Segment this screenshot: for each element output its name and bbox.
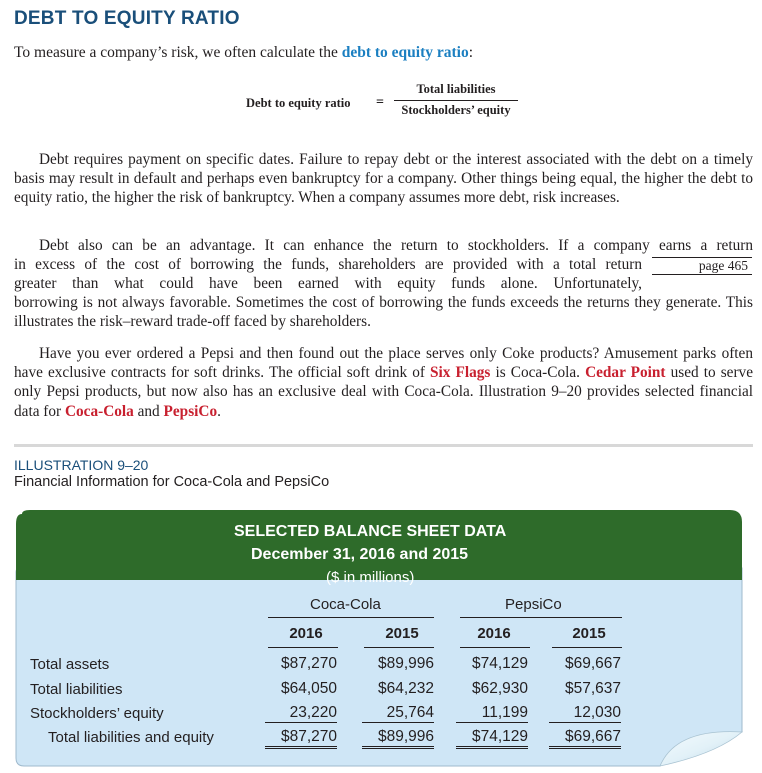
illustration-title: Financial Information for Coca-Cola and PepsiCo xyxy=(14,474,330,490)
formula-lhs: Debt to equity ratio xyxy=(246,96,351,110)
table-cell: $89,996 xyxy=(362,728,434,749)
table-heading-1: SELECTED BALANCE SHEET DATA xyxy=(234,523,507,540)
company-underline-coca-cola xyxy=(268,617,434,618)
intro-prefix: To measure a company’s risk, we often calculate the xyxy=(14,44,342,61)
formula-equals: = xyxy=(376,95,384,110)
row-label-total-liabilities-and-equity: Total liabilities and equity xyxy=(48,729,214,746)
table-cell: 12,030 xyxy=(549,704,621,723)
table-cell: $64,232 xyxy=(377,680,434,697)
formula-denominator: Stockholders’ equity xyxy=(401,103,511,117)
table-cell: $62,930 xyxy=(471,680,528,697)
p3-text-5: . xyxy=(217,402,221,420)
illustration-label: ILLUSTRATION 9–20 xyxy=(14,457,149,473)
paragraph-debt-requires-payment: Debt requires payment on specific dates. Failure to repay debt or the interest associated with the debt on a timely basis may result in default and perhaps even bankruptcy for a company. Other things being equal, the higher the debt to equity ratio, the higher the risk of bankruptcy. When a company assumes more debt, risk increases. xyxy=(14,151,753,207)
paragraph2-rest: borrowing is not always favorable. Sometimes the cost of borrowing the funds exceeds the returns they generate. This illustrates the risk–reward trade-off faced by shareholders. xyxy=(14,294,753,331)
table-cell: $89,996 xyxy=(377,655,434,672)
year-underline xyxy=(460,647,530,648)
year-header: 2015 xyxy=(572,625,606,642)
table-cell: 11,199 xyxy=(456,704,528,723)
p3-text-2: is Coca-Cola. xyxy=(490,364,586,382)
table-cell: $74,129 xyxy=(456,728,528,749)
section-divider xyxy=(14,444,753,447)
year-header: 2016 xyxy=(477,625,511,642)
intro-sentence xyxy=(14,44,473,62)
table-cell: $69,667 xyxy=(564,655,621,672)
table-heading-3: ($ in millions) xyxy=(326,569,415,586)
paragraph2-line3: greater than what could have been earned with equity funds alone. Unfortunately, xyxy=(14,275,642,292)
year-underline xyxy=(268,647,338,648)
intro-suffix: : xyxy=(468,44,474,61)
row-label-stockholders-equity: Stockholders’ equity xyxy=(30,705,164,722)
table-cell: $87,270 xyxy=(280,655,337,672)
paragraph2-line1: Debt also can be an advantage. It can enhance the return to stockholders. If a company earns a return xyxy=(39,237,753,254)
year-header: 2015 xyxy=(385,625,419,642)
company-underline-pepsico xyxy=(460,617,622,618)
key-term-debt-to-equity: debt to equity ratio xyxy=(341,44,469,61)
row-label-total-liabilities: Total liabilities xyxy=(30,681,123,698)
p3-text-4: and xyxy=(133,402,164,420)
table-cell: $64,050 xyxy=(280,680,337,697)
section-title: DEBT TO EQUITY RATIO xyxy=(14,8,240,29)
company-header-pepsico: PepsiCo xyxy=(505,596,562,613)
table-cell: $69,667 xyxy=(549,728,621,749)
paragraph-pepsi-coke xyxy=(14,344,753,421)
company-cedar-point: Cedar Point xyxy=(585,364,666,382)
year-underline xyxy=(364,647,434,648)
fraction-bar xyxy=(394,100,518,101)
year-header: 2016 xyxy=(289,625,323,642)
company-coca-cola: Coca-Cola xyxy=(64,402,134,420)
table-cell: 23,220 xyxy=(265,704,337,723)
page-marker: page 465 xyxy=(652,257,752,275)
table-cell: $57,637 xyxy=(564,680,621,697)
table-cell: 25,764 xyxy=(362,704,434,723)
company-six-flags: Six Flags xyxy=(430,364,491,382)
company-header-coca-cola: Coca-Cola xyxy=(310,596,381,613)
paragraph2-line2: in excess of the cost of borrowing the funds, shareholders are provided with a total return xyxy=(14,256,642,273)
year-underline xyxy=(552,647,622,648)
row-label-total-assets: Total assets xyxy=(30,656,110,673)
p3-text-3: used to serve only Pepsi products, but now also has an exclusive deal with Coca-Cola. Illustration 9–20 provides selected financial data for xyxy=(14,364,753,420)
formula-numerator: Total liabilities xyxy=(416,82,496,96)
table-heading-2: December 31, 2016 and 2015 xyxy=(251,546,469,563)
company-pepsico: PepsiCo xyxy=(163,402,218,420)
table-cell: $74,129 xyxy=(471,655,528,672)
p3-text-1: Have you ever ordered a Pepsi and then found out the place serves only Coke products? Amusement parks often have exclusive contracts for soft drinks. The official soft drink of xyxy=(14,345,753,382)
table-cell: $87,270 xyxy=(265,728,337,749)
